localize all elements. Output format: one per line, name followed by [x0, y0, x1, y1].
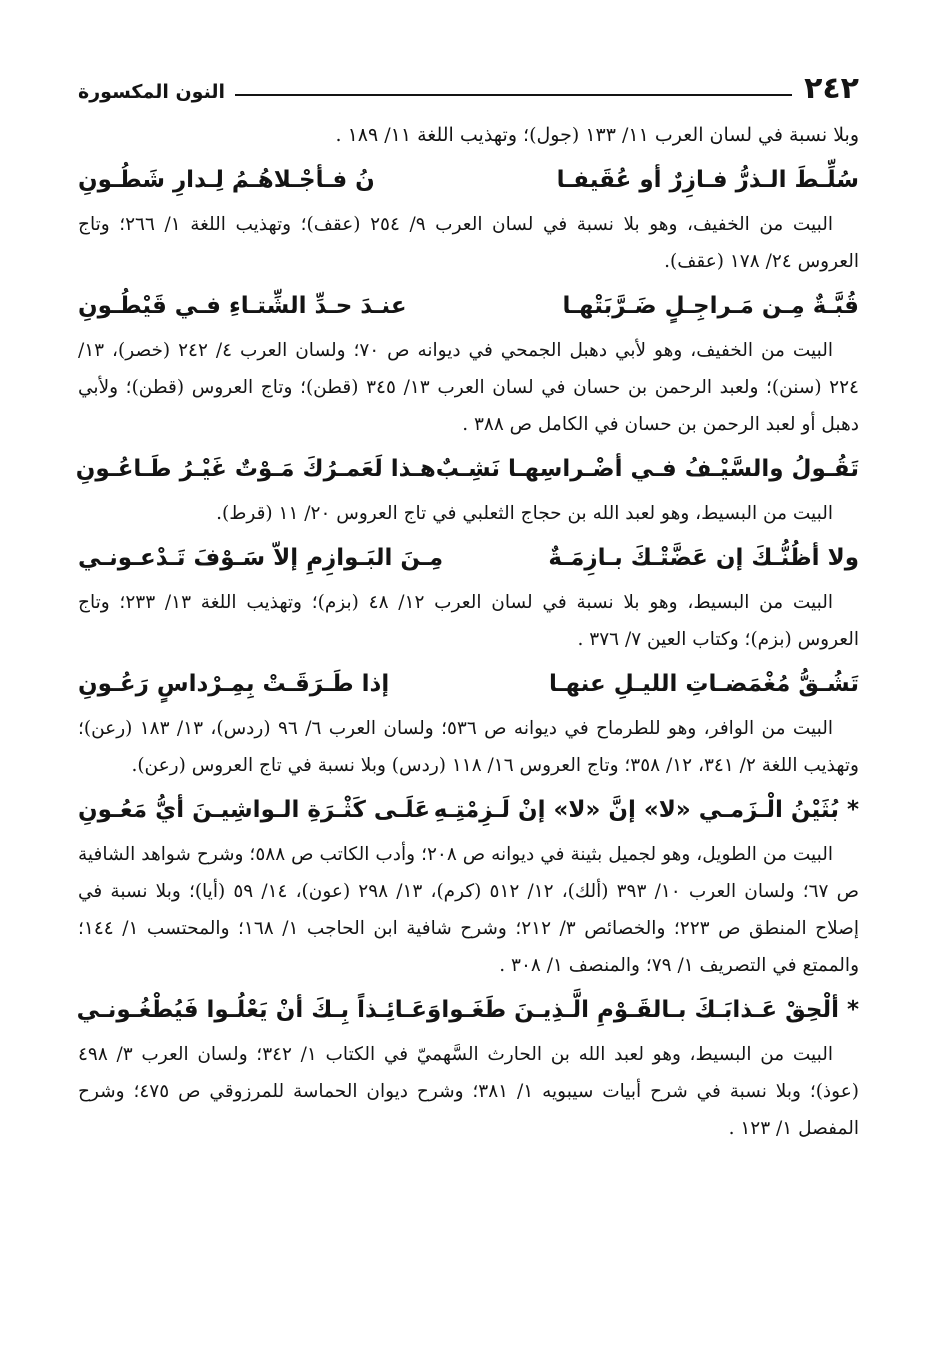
header-rule	[235, 94, 792, 96]
verse-second-hemistich: إذا طَـرَقَـتْ بِمِـرْداسٍ رَعُـونِ	[78, 671, 390, 697]
verse-line	[78, 984, 859, 1036]
verse-first-hemistich: ولا أظُنُّـكَ إن عَضَّتْـكَ بـازِمَـةٌ	[548, 545, 859, 571]
verse-first-hemistich: قُبَّـةٌ مِـن مَـراجِـلٍ ضَـرَّبَتْهـا	[562, 293, 859, 319]
verse-first-hemistich: * ألْحِقْ عَـذابَـكَ بـالقَـوْمِ الَّـذِيـنَ طَغَـوا	[441, 997, 859, 1023]
verse-second-hemistich: نُ فـأجْـلاهُـمُ لِـدارِ شَطُـونِ	[78, 167, 375, 193]
verse-second-hemistich: وَعَـائِـذاً بِـكَ أنْ يَعْلُـوا فَيُطْغُـونـي	[76, 997, 442, 1023]
verse-commentary: البيت من البسيط، وهو لعبد الله بن حجاج الثعلبي في تاج العروس ٢٠/ ١١ (قرط).	[216, 503, 833, 524]
verse-commentary: البيت من البسيط، وهو بلا نسبة في لسان العرب ١٢/ ٤٨ (بزم)؛ وتهذيب اللغة ١٣/ ٢٣٣؛ وتاج العروس (بزم)؛ وكتاب العين ٧/ ٣٧٦ .	[78, 592, 859, 650]
running-title: النون المكسورة	[78, 81, 225, 103]
verse-commentary: البيت من الوافر، وهو للطرماح في ديوانه ص ٥٣٦؛ ولسان العرب ٦/ ٩٦ (ردس)، ١٣/ ١٨٣ (رعن)؛ وتهذيب اللغة ٢/ ٣٤١، ١٢/ ٣٥٨؛ وتاج العروس ١٦/ ١١٨ (ردس) وبلا نسبة في تاج العروس (رعن).	[78, 718, 859, 776]
verse-commentary: البيت من الخفيف، وهو بلا نسبة في لسان العرب ٩/ ٢٥٤ (عقف)؛ وتهذيب اللغة ١/ ٢٦٦؛ وتاج العروس ٢٤/ ١٧٨ (عقف).	[78, 214, 859, 272]
verse-commentary: البيت من الخفيف، وهو لأبي دهبل الجمحي في ديوانه ص ٧٠؛ ولسان العرب ٤/ ٢٤٢ (خصر)، ١٣/ ٢٢٤ (سنن)؛ ولعبد الرحمن بن حسان في لسان العرب ١٣/ ٣٤٥ (قطن)؛ وتاج العروس (قطن)؛ ولأبي دهبل أو لعبد الرحمن بن حسان في الكامل ص ٣٨٨ .	[78, 340, 859, 435]
verse-second-hemistich: عَلَـى كَثْـرَةِ الـواشِيـنَ أيُّ مَعُـونِ	[78, 797, 431, 823]
verse-line	[78, 154, 859, 206]
verse-entry	[78, 280, 859, 443]
verse-line	[78, 784, 859, 836]
verse-commentary: البيت من البسيط، وهو لعبد الله بن الحارث السَّهميّ في الكتاب ١/ ٣٤٢؛ ولسان العرب ٣/ ٤٩٨ (عوذ)؛ وبلا نسبة في شرح أبيات سيبويه ١/ ٣٨١؛ وشرح ديوان الحماسة للمرزوقي ص ٤٧٥؛ وشرح المفصل ١/ ١٢٣ .	[78, 1044, 859, 1139]
verse-entry	[78, 784, 859, 984]
verse-line	[78, 658, 859, 710]
verse-first-hemistich: * بُثَيْنُ الْـزَمـي «لا» إنَّ «لا» إنْ لَـزِمْتِـهِ	[433, 797, 859, 823]
page-content	[75, 116, 859, 1147]
verse-first-hemistich: تَقُـولُ والسَّيْـفُ فـي أضْـراسِهـا نَشِـبٌ	[435, 456, 859, 482]
verse-first-hemistich: تَشُـقُّ مُغْمَضـاتِ الليـلِ عنهـا	[548, 671, 859, 697]
verse-second-hemistich: هـذا لَعَمـرُكَ مَـوْتٌ غَيْـرُ طَـاعُـونِ	[75, 456, 436, 482]
page-header	[78, 58, 859, 106]
verse-entry	[78, 532, 859, 658]
verse-line	[78, 280, 859, 332]
verse-line	[75, 443, 859, 495]
verse-second-hemistich: مِـنَ البَـوازِمِ إلاّ سَـوْفَ تَـدْعـونـي	[78, 545, 444, 571]
verse-entry	[78, 658, 859, 784]
verse-first-hemistich: سُلِّـطَ الـذرُّ فـازِرٌ أو عُقَيفـا	[556, 167, 859, 193]
verse-commentary: البيت من الطويل، وهو لجميل بثينة في ديوانه ص ٢٠٨؛ وأدب الكاتب ص ٥٨٨؛ وشرح شواهد الشافية ص ٦٧؛ ولسان العرب ١٠/ ٣٩٣ (ألك)، ١٢/ ٥١٢ (كرم)، ١٣/ ٢٩٨ (عون)، ١٤/ ٥٩ (أيا)؛ وبلا نسبة في إصلاح المنطق ص ٢٢٣؛ والخصائص ٣/ ٢١٢؛ وشرح شافية ابن الحاجب ١/ ١٦٨؛ والمحتسب ١/ ١٤٤؛ والممتع في التصريف ١/ ٧٩؛ والمنصف ١/ ٣٠٨ .	[78, 844, 859, 976]
verse-entry	[75, 443, 859, 532]
verse-entry	[78, 154, 859, 280]
verse-entry	[78, 984, 859, 1147]
verse-line	[78, 532, 859, 584]
intro-note: وبلا نسبة في لسان العرب ١١/ ١٣٣ (جول)؛ وتهذيب اللغة ١١/ ١٨٩ .	[335, 124, 859, 146]
page-number: ٢٤٢	[804, 71, 859, 106]
verse-second-hemistich: عنـدَ حـدِّ الشِّتـاءِ فـي قَيْطُـونِ	[78, 293, 407, 319]
